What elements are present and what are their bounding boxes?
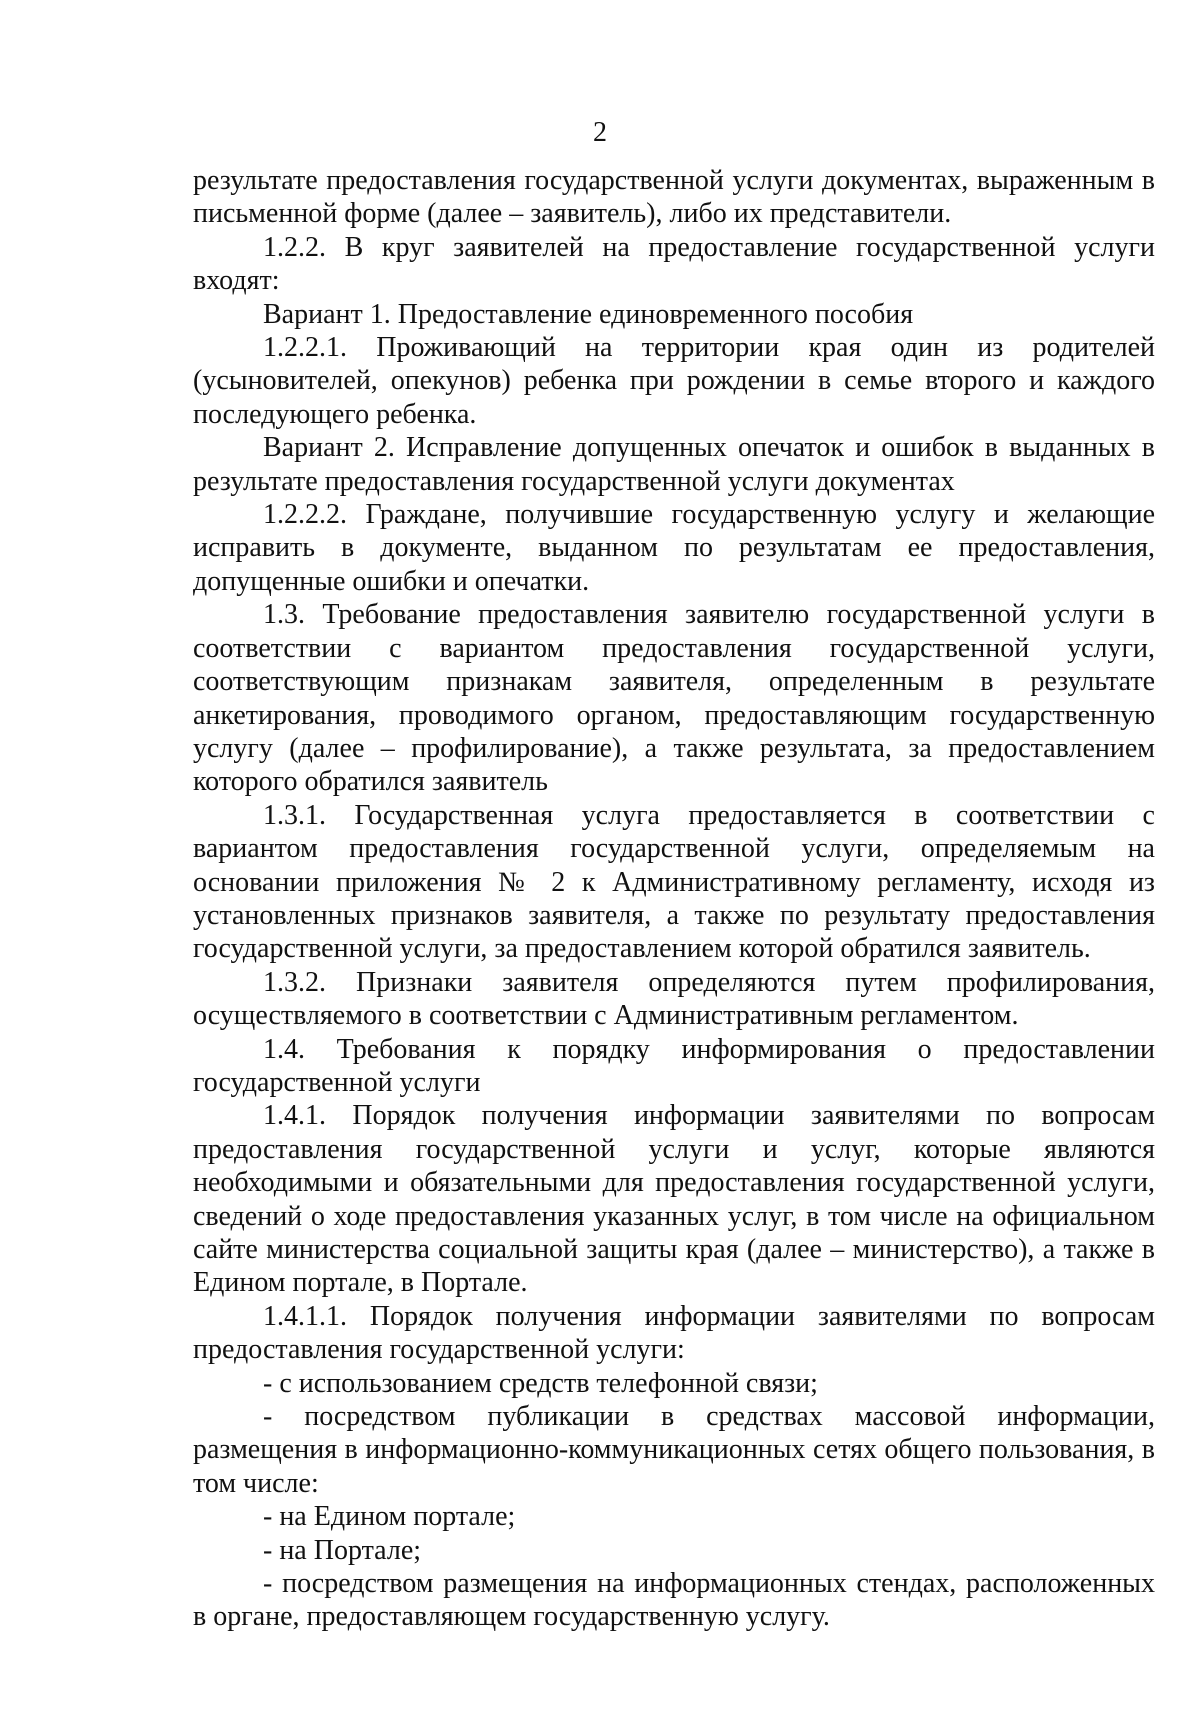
list-item-info-stands: - посредством размещения на информационных стендах, расположенных в органе, предоставляющем государственную услугу.	[193, 1568, 1155, 1633]
paragraph-variant-2: Вариант 2. Исправление допущенных опечаток и ошибок в выданных в результате предоставления государственной услуги документах	[193, 432, 1155, 497]
paragraph-1-2-2: 1.2.2. В круг заявителей на предоставление государственной услуги входят:	[193, 231, 1155, 297]
paragraph-1-4-1: 1.4.1. Порядок получения информации заявителями по вопросам предоставления государственной услуги и услуг, которые являются необходимыми и обязательными для предоставления государственной услуги, сведений о ходе предоставления указанных услуг, в том числе на официальном сайте министерства социальной защиты края (далее – министерство), а также в Едином портале, в Портале.	[193, 1100, 1155, 1299]
paragraph-continuation: результате предоставления государственной услуги документах, выраженным в письменной форме (далее – заявитель), либо их представители.	[193, 165, 1155, 230]
paragraph-1-3-2: 1.3.2. Признаки заявителя определяются путем профилирования, осуществляемого в соответствии с Административным регламентом.	[193, 966, 1155, 1032]
document-body	[193, 164, 1155, 1634]
paragraph-1-4: 1.4. Требования к порядку информирования о предоставлении государственной услуги	[193, 1033, 1155, 1098]
list-item-unified-portal: - на Едином портале;	[263, 1501, 516, 1533]
list-item-phone: - с использованием средств телефонной связи;	[263, 1367, 818, 1399]
page-number: 2	[593, 117, 607, 148]
paragraph-1-3: 1.3. Требование предоставления заявителю государственной услуги в соответствии с вариантом предоставления государственной услуги, соответствующим признакам заявителя, определенным в результате анкетирования, проводимого органом, предоставляющим государственную услугу (далее – профилирование), а также результата, за предоставлением которого обратился заявитель	[193, 599, 1155, 798]
paragraph-1-2-2-1: 1.2.2.1. Проживающий на территории края один из родителей (усыновителей, опекунов) ребенка при рождении в семье второго и каждого последующего ребенка.	[193, 332, 1155, 430]
list-item-portal: - на Портале;	[263, 1534, 422, 1566]
paragraph-1-4-1-1: 1.4.1.1. Порядок получения информации заявителями по вопросам предоставления государственной услуги:	[193, 1300, 1155, 1366]
paragraph-1-3-1: 1.3.1. Государственная услуга предоставляется в соответствии с вариантом предоставления государственной услуги, определяемым на основании приложения № 2 к Административному регламенту, исходя из установленных признаков заявителя, а также по результату предоставления государственной услуги, за предоставлением которой обратился заявитель.	[193, 799, 1155, 965]
paragraph-variant-1: Вариант 1. Предоставление единовременного пособия	[263, 298, 914, 330]
list-item-publication: - посредством публикации в средствах массовой информации, размещения в информационно-коммуникационных сетях общего пользования, в том числе:	[193, 1401, 1155, 1499]
paragraph-1-2-2-2: 1.2.2.2. Граждане, получившие государственную услугу и желающие исправить в документе, выданном по результатам ее предоставления, допущенные ошибки и опечатки.	[193, 499, 1155, 597]
